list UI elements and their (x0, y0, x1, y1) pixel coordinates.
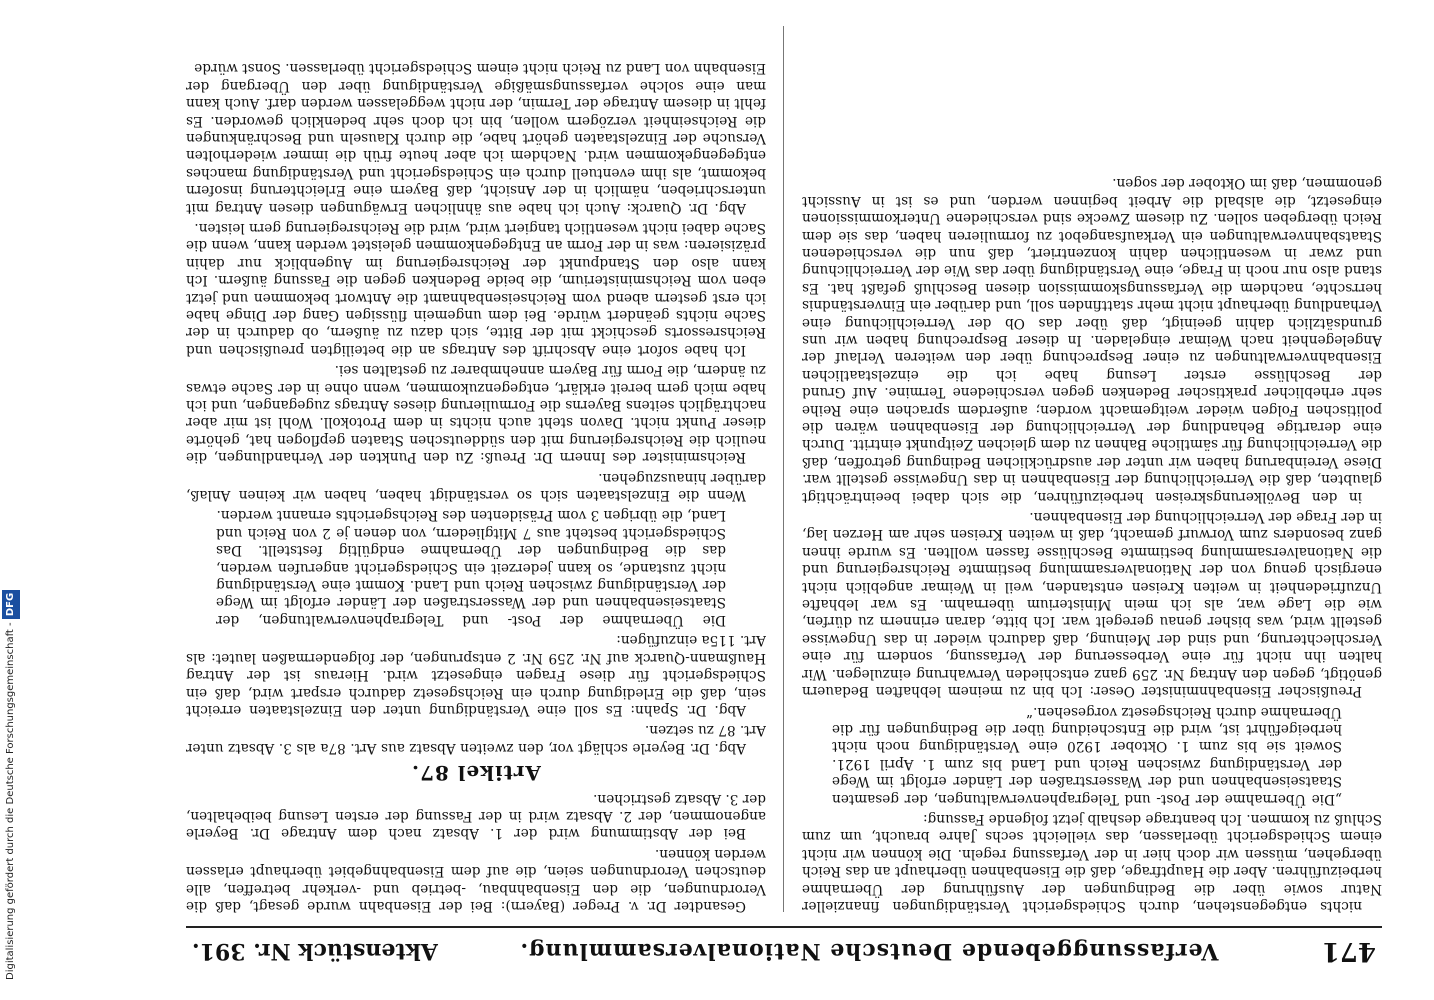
paragraph: Abg. Dr. Quarck: Auch ich habe aus ähnlichen Erwägungen diesen Antrag mit unterschrieben, nämlich in der Ansicht, daß Bayern eine Erleichterung insofern bekommt, als ihm eventuell durch ein Schiedsgericht und Verständigung manches entgegengekommen wird. Nachdem ich aber heute früh die immer wiederholten Versuche der Einzelstaaten gehört habe, die durch Klauseln und Beschränkungen die Reichseinheit verzögern wollen, bin ich doch sehr bedenklich geworden. Es fehlt in diesem Antrage der Termin, der nicht weggelassen werden darf. Auch kann man eine solche verfassungsmäßige Verständigung über den Übergang der Eisenbahn von Land zu Reich nicht einem Schiedsgericht überlassen. Sonst würde (186, 60, 766, 216)
left-column (802, 24, 1382, 914)
right-column (186, 24, 766, 914)
paragraph: Ich habe sofort eine Abschrift des Antrags an die beteiligten preußischen und Reichsressorts geschickt mit der Bitte, sich dazu zu äußern, ob dadurch in der Sache nichts geändert würde. Bei dem ungemein flüssigen Gang der Dinge habe ich erst gestern abend vom Reichseisenbahnamt die Antwort bekommen und jetzt eben vom Reichsministerium, die beide Bedenken gegen die Fassung äußern. Ich kann also den Standpunkt der Reichsregierung im Augenblick nur dahin präzisieren: was in der Form an Entgegenkommen geleistet werden kann, wenn die Sache dabei nicht wesentlich tangiert wird, wird die Reichsregierung gern leisten. (186, 219, 766, 358)
page-sheet (186, 22, 1382, 972)
document-number: Aktenstück Nr. 391. (192, 938, 438, 964)
credit-text: Digitalisierung gefördert durch die Deutsche Forschungsgemeinschaft - (5, 622, 16, 980)
article-heading: Artikel 87. (411, 761, 541, 786)
paragraph: Wenn die Einzelstaaten sich so verständigt haben, haben wir keinen Anlaß, darüber hinauszugehen. (186, 469, 766, 504)
paragraph: Preußischer Eisenbahnminister Oeser: Ich bin zu meinem lebhaften Bedauern genötigt, gegen den Antrag Nr. 259 ganz entschieden Verwahrung einzulegen. Wir halten ihn nicht für eine Verbesserung der Verfassung, sondern für eine Verschlechterung, und sind der Meinung, daß dadurch wieder in das Ungewisse gestellt wird, was bisher genau geregelt war. Ich bitte, daran erinnern zu dürfen, wie die Lage war, als ich mein Ministerium übernahm. Es war lebhafte Unzufriedenheit in weiten Kreisen entstanden, weil in Weimar angeblich nicht energisch genug von der Nationalversammlung bestimmte Reichsregierung und die Nationalversammlung bestimmte Beschlüsse fassen wollten. Es wurde ihnen ganz besonders zum Vorwurf gemacht, daß in weiten Kreisen sehr am Herzen lag, in der Frage der Verreichlichung der Eisenbahnen. (802, 509, 1382, 700)
dfg-logo: DFG (2, 590, 20, 619)
paragraph: Bei der Abstimmung wird der 1. Absatz nach dem Antrage Dr. Beyerle angenommen, der 2. Absatz wird in der Fassung der ersten Lesung beibehalten, der 3. Absatz gestrichen. (186, 790, 766, 842)
quoted-proposal: „Die Übernahme der Post- und Telegraphenverwaltungen, der gesamten Staatseisenbahnen und der Wasserstraßen der Länder erfolgt im Wege der Verständigung zwischen Reich und Land bis zum 1. April 1921. Soweit sie bis zum 1. Oktober 1920 eine Verständigung noch nicht herbeigeführt ist, wird die Entscheidung über die Bedingungen für die Übernahme durch Reichsgesetz vorgesehen.“ (832, 703, 1342, 807)
page-title: Verfassunggebende Deutsche Nationalversammlung. (519, 938, 1219, 964)
column-divider (783, 26, 784, 912)
paragraph: Abg. Dr. Spahn: Es soll eine Verständigung unter den Einzelstaaten erreicht sein, daß die Erledigung durch ein Reichsgesetz dadurch erspart wird, daß ein Schiedsgericht für diese Fragen eingesetzt wird. Hieraus ist der Antrag Haußmann-Quarck auf Nr. 259 Nr. 2 entsprungen, der folgendermaßen lautet: als Art. 115a einzufügen: (186, 632, 766, 718)
quoted-proposal: Die Übernahme der Post- und Telegraphenverwaltungen, der Staatseisenbahnen und der Wasserstraßen der Länder erfolgt im Wege der Verständigung zwischen Reich und Land. Kommt eine Verständigung nicht zustande, so kann jederzeit ein Schiedsgericht angerufen werden, das die Bedingungen der Übernahme endgültig feststellt. Das Schiedsgericht besteht aus 7 Mitgliedern, von denen je 2 von Reich und Land, die übrigen 3 vom Präsidenten des Reichsgerichts ernannt werden. (216, 507, 726, 628)
paragraph: Reichsminister des Innern Dr. Preuß: Zu den Punkten der Verhandlungen, die neulich die Reichsregierung mit den süddeutschen Staaten gepflogen hat, gehörte dieser Punkt nicht. Davon steht auch nichts in dem Protokoll. Wohl ist mir aber nachträglich seitens Bayerns die Formulierung dieses Antrags zugegangen, und ich habe mich gern bereit erklärt, entgegenzukommen, wenn ohne in der Sache etwas zu ändern, die Form für Bayern annehmbarer zu gestalten sei. (186, 362, 766, 466)
page-number: 471 (1321, 936, 1376, 966)
running-head (186, 926, 1382, 972)
paragraph: Gesandter Dr. v. Preger (Bayern): Bei der Eisenbahn wurde gesagt, daß die Verordnungen, die den Eisenbahnbau, -betrieb und -verkehr betreffen, alle deutschen Verordnungen seien, die auf dem Eisenbahngebiet überhaupt erlassen werden können. (186, 845, 766, 914)
paragraph: nichts entgegenstehen, durch Schiedsgericht Verständigungen finanzieller Natur sowie über die Bedingungen der Ausführung der Übernahme herbeizuführen. Aber die Hauptfrage, daß die Eisenbahnen überhaupt an das Reich übergehen, müssen wir doch hier in der Verfassung regeln. Die können wir nicht einem Schiedsgericht überlassen, das vielleicht sechs Jahre braucht, um zum Schluß zu kommen. Ich beantrage deshalb jetzt folgende Fassung: (802, 810, 1382, 914)
paragraph: Abg. Dr. Beyerle schlägt vor, den zweiten Absatz aus Art. 87a als 3. Absatz unter Art. 87 zu setzen. (186, 722, 766, 756)
digitization-credit (2, 592, 20, 980)
paragraph: in den Bevölkerungskreisen herbeizuführen, die sich dabei beeinträchtigt glaubten, daß die Verreichlichung der Eisenbahnen in das Ungewisse gestellt war. Diese Vereinbarung haben wir unter der ausdrücklichen Bedingung getroffen, daß die Verreichlichung für sämtliche Bahnen zu dem gleichen Zeitpunkt eintritt. Durch eine derartige Behandlung der Verreichlichung der Eisenbahnen wären die politischen Folgen wieder weitgemacht worden; außerdem sprachen eine Reihe sehr erheblicher praktischer Bedenken gegen verschiedene Termine. Auf Grund der Beschlüsse erster Lesung habe ich die einzelstaatlichen Eisenbahnverwaltungen zu einer Besprechung über den weiteren Verlauf der Angelegenheit nach Weimar eingeladen. In dieser Besprechung haben wir uns grundsätzlich dahin geeinigt, daß über das Ob der Verreichlichung eine Verhandlung überhaupt nicht mehr stattfinden soll, und darüber ein Einverständnis herrschte, nachdem die Verfassungskommission diesen Beschluß gefaßt hat. Es stand also nur noch in Frage, eine Verständigung über das Wie der Verreichlichung und zwar in wesentlichen dahin konzentriert, daß nun die verschiedenen Staatsbahnverwaltungen ein Verkaufsangebot zu formulieren haben, das sie dem Reich übergeben sollen. Zu diesem Zwecke sind verschiedene Unterkommissionen eingesetzt, die alsbald die Arbeit beginnen werden, und es ist in Aussicht genommen, daß im Oktober der sogen. (802, 175, 1382, 505)
